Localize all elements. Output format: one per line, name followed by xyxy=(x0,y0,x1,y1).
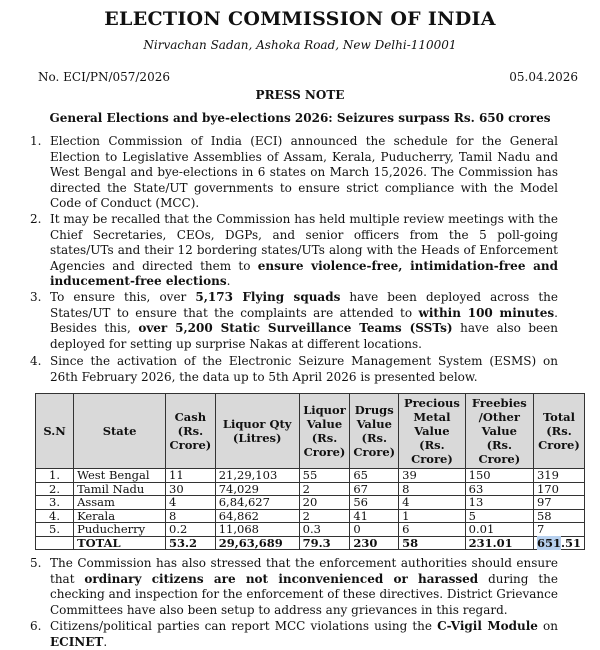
cell-metal: 58 xyxy=(399,536,466,550)
paragraph-2 xyxy=(20,212,558,290)
paragraph-1 xyxy=(20,134,558,212)
table-row xyxy=(36,509,585,523)
cell-state: Assam xyxy=(74,496,166,510)
paragraph-text: Citizens/political parties can report MCC violations using the C-Vigil Module on ECINET. xyxy=(50,619,558,649)
cell-liquor-qty: 74,029 xyxy=(215,482,299,496)
cell-liquor-qty: 6,84,627 xyxy=(215,496,299,510)
paragraph-number: 4. xyxy=(30,354,42,368)
col-header-state: State xyxy=(74,394,166,469)
table-row xyxy=(36,496,585,510)
paragraph-3 xyxy=(20,290,558,352)
paragraph-5 xyxy=(20,556,558,618)
col-header-total: Total (Rs. Crore) xyxy=(533,394,584,469)
cell-drugs: 41 xyxy=(350,509,399,523)
table-header-row xyxy=(36,394,585,469)
cell-total: 319 xyxy=(533,469,584,483)
paragraph-text: The Commission has also stressed that the enforcement authorities should ensure that ordinary citizens are not inconvenienced or harassed during the checking and inspection for the enforcement of these directives. District Grievance Committees have also been setup to address any grievances in this regard. xyxy=(50,556,558,617)
col-header-drugs-value: Drugs Value (Rs. Crore) xyxy=(350,394,399,469)
emphasis: over 5,200 Static Surveillance Teams (SSTs) xyxy=(138,321,453,335)
cell-drugs: 56 xyxy=(350,496,399,510)
cell-sn xyxy=(36,536,74,550)
cell-liquor-value: 20 xyxy=(299,496,350,510)
cell-freebies: 5 xyxy=(465,509,533,523)
table-row xyxy=(36,482,585,496)
paragraph-6 xyxy=(20,619,558,650)
cell-liquor-value: 2 xyxy=(299,509,350,523)
paragraph-4 xyxy=(20,354,558,385)
cell-state: Tamil Nadu xyxy=(74,482,166,496)
col-header-liquor-qty: Liquor Qty (Litres) xyxy=(215,394,299,469)
cell-sn: 1. xyxy=(36,469,74,483)
cell-freebies: 231.01 xyxy=(465,536,533,550)
col-header-freebies: Freebies /Other Value (Rs. Crore) xyxy=(465,394,533,469)
cell-metal: 6 xyxy=(399,523,466,537)
table-row xyxy=(36,523,585,537)
cell-freebies: 150 xyxy=(465,469,533,483)
emphasis: ECINET xyxy=(50,634,104,649)
cell-drugs: 67 xyxy=(350,482,399,496)
table-row xyxy=(36,469,585,483)
cell-sn: 2. xyxy=(36,482,74,496)
paragraph-text: It may be recalled that the Commission has held multiple review meetings with the Chief Secretaries, CEOs, DGPs, and senior officers from the 5 poll-going states/UTs and their 12 bordering states/UTs along with the Heads of Enforcement Agencies and directed them to ensure violence-free, intimidation-free and inducement-free elections. xyxy=(50,212,558,288)
emphasis: ordinary citizens are not inconvenienced or harassed xyxy=(84,571,479,586)
paragraph-number: 1. xyxy=(30,134,42,148)
org-title: ELECTION COMMISSION OF INDIA xyxy=(104,8,496,30)
cell-liquor-value: 79.3 xyxy=(299,536,350,550)
cell-cash: 0.2 xyxy=(166,523,216,537)
cell-liquor-value: 0.3 xyxy=(299,523,350,537)
cell-total: 97 xyxy=(533,496,584,510)
cell-cash: 11 xyxy=(166,469,216,483)
cell-total[interactable]: 651.51 xyxy=(533,536,584,550)
col-header-sn: S.N xyxy=(36,394,74,469)
cell-freebies: 13 xyxy=(465,496,533,510)
cell-total-label: TOTAL xyxy=(74,536,166,550)
cell-metal: 39 xyxy=(399,469,466,483)
cell-sn: 3. xyxy=(36,496,74,510)
paragraph-number: 2. xyxy=(30,212,42,226)
cell-state: West Bengal xyxy=(74,469,166,483)
cell-liquor-qty: 64,862 xyxy=(215,509,299,523)
cell-cash: 8 xyxy=(166,509,216,523)
paragraph-number: 5. xyxy=(30,556,42,570)
cell-cash: 30 xyxy=(166,482,216,496)
paragraph-number: 6. xyxy=(30,619,42,633)
cell-liquor-value: 55 xyxy=(299,469,350,483)
cell-cash: 4 xyxy=(166,496,216,510)
cell-cash: 53.2 xyxy=(166,536,216,550)
reference-number: No. ECI/PN/057/2026 xyxy=(38,70,170,84)
cell-total: 7 xyxy=(533,523,584,537)
col-header-liquor-value: Liquor Value (Rs. Crore) xyxy=(299,394,350,469)
paragraph-text: Since the activation of the Electronic Seizure Management System (ESMS) on 26th February 2026, the data up to 5th April 2026 is presented below. xyxy=(50,354,558,384)
cell-liquor-qty: 21,29,103 xyxy=(215,469,299,483)
press-note-headline: General Elections and bye-elections 2026: Seizures surpass Rs. 650 crores xyxy=(49,111,551,125)
emphasis: 5,173 Flying squads xyxy=(195,290,341,304)
paragraph-number: 3. xyxy=(30,290,42,304)
cell-drugs: 0 xyxy=(350,523,399,537)
cell-drugs: 65 xyxy=(350,469,399,483)
emphasis: within 100 minutes xyxy=(418,305,555,320)
col-header-cash: Cash (Rs. Crore) xyxy=(166,394,216,469)
cell-state: Puducherry xyxy=(74,523,166,537)
cell-freebies: 63 xyxy=(465,482,533,496)
selected-text[interactable]: 651 xyxy=(536,535,561,550)
cell-liquor-qty: 11,068 xyxy=(215,523,299,537)
cell-metal: 4 xyxy=(399,496,466,510)
cell-metal: 1 xyxy=(399,509,466,523)
paragraph-text: To ensure this, over 5,173 Flying squads have been deployed across the States/UT to ensure that the complaints are attended to within 100 minutes. Besides this, over 5,200 Static Surveillance Teams (SSTs) have also been deployed for setting up surprise Nakas at different locations. xyxy=(50,290,559,351)
cell-metal: 8 xyxy=(399,482,466,496)
cell-sn: 5. xyxy=(36,523,74,537)
cell-liquor-qty: 29,63,689 xyxy=(215,536,299,550)
seizures-table xyxy=(35,393,585,550)
emphasis: ensure violence-free, intimidation-free and inducement-free elections xyxy=(50,258,558,288)
cell-total: 170 xyxy=(533,482,584,496)
paragraph-text: Election Commission of India (ECI) announced the schedule for the General Election to Legislative Assemblies of Assam, Kerala, Puducherry, Tamil Nadu and West Bengal and bye-elections in 6 states on March 15,2026. The Commission has directed the State/UT governments to ensure strict compliance with the Model Code of Conduct (MCC). xyxy=(50,134,558,210)
cell-state: Kerala xyxy=(74,509,166,523)
press-note-date: 05.04.2026 xyxy=(509,70,578,84)
cell-drugs: 230 xyxy=(350,536,399,550)
org-address: Nirvachan Sadan, Ashoka Road, New Delhi-110001 xyxy=(143,38,457,52)
cell-sn: 4. xyxy=(36,509,74,523)
cell-total: 58 xyxy=(533,509,584,523)
emphasis: C-Vigil Module xyxy=(437,619,538,633)
col-header-precious-metal: Precious Metal Value (Rs. Crore) xyxy=(399,394,466,469)
table-total-row xyxy=(36,536,585,550)
document-type: PRESS NOTE xyxy=(255,88,345,102)
cell-liquor-value: 2 xyxy=(299,482,350,496)
cell-freebies: 0.01 xyxy=(465,523,533,537)
